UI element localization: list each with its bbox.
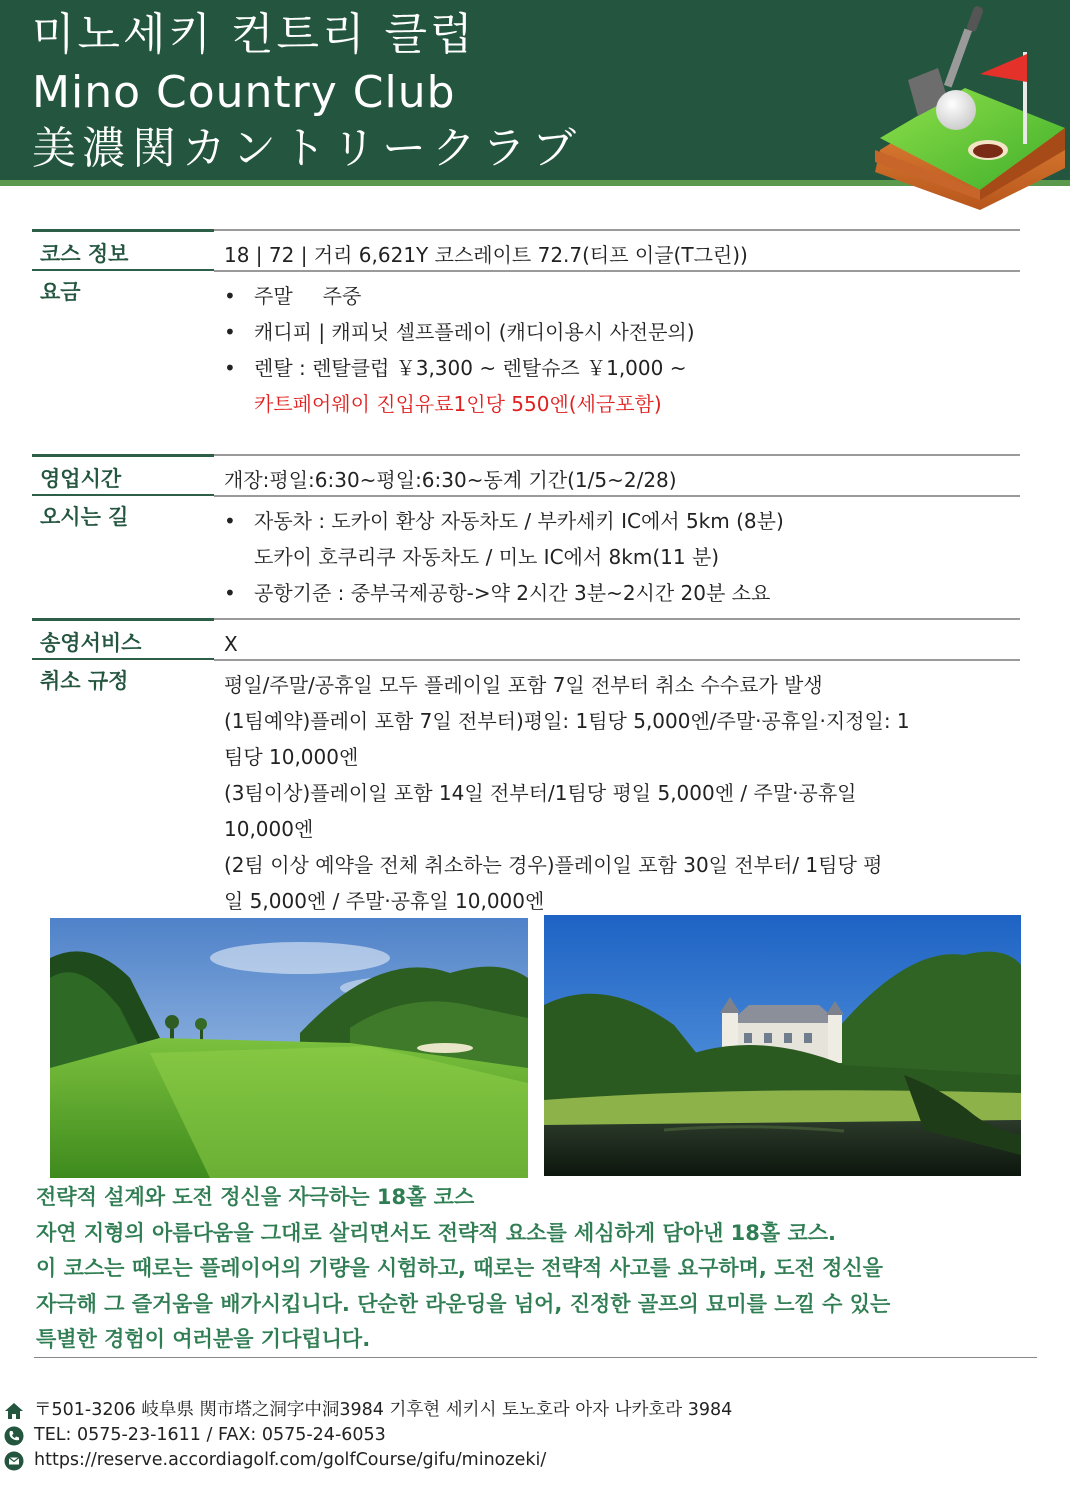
cancel-line: (2팀 이상 예약을 전체 취소하는 경우)플레이일 포함 30일 전부터/ 1팀당 평 xyxy=(224,853,883,877)
cancel-line: (3팀이상)플레이일 포함 14일 전부터/1팀당 평일 5,000엔 / 주말·공휴일 xyxy=(224,781,857,805)
fairway-photo xyxy=(50,918,528,1178)
clubhouse-photo xyxy=(544,915,1021,1176)
row-fee xyxy=(32,270,1020,454)
golf-hole-icon xyxy=(860,0,1070,215)
fee-item-weekend xyxy=(224,278,1020,314)
fee-item-rental: • 렌탈 : 렌탈클럽 ￥3,300 ~ 렌탈슈즈 ￥1,000 ~ xyxy=(224,350,1020,386)
cancel-value xyxy=(214,659,1020,919)
hours-value xyxy=(214,454,1020,498)
phone-icon xyxy=(4,1426,24,1446)
label-hours: 영업시간 xyxy=(32,454,214,494)
access-value xyxy=(214,495,1020,611)
title-korean: 미노세키 컨트리 클럽 xyxy=(32,9,476,60)
description-line: 자극해 그 즐거움을 배가시킵니다. 단순한 라운딩을 넘어, 진정한 골프의 묘미를 느낄 수 있는 xyxy=(36,1291,891,1316)
description-headline: 전략적 설계와 도전 정신을 자극하는 18홀 코스 xyxy=(36,1185,475,1209)
label-cancel: 취소 규정 xyxy=(40,669,129,693)
footer-divider xyxy=(34,1357,1037,1358)
description-line: 자연 지형의 아름다움을 그대로 살리면서도 전략적 요소를 세심하게 담아낸 18홀 코스. xyxy=(36,1220,837,1245)
label-shuttle: 송영서비스 xyxy=(32,618,214,658)
home-icon xyxy=(4,1401,24,1421)
row-shuttle xyxy=(32,618,1020,660)
cancel-line: 평일/주말/공휴일 모두 플레이일 포함 7일 전부터 취소 수수료가 발생 xyxy=(224,673,823,697)
label-course-info: 코스 정보 xyxy=(32,229,214,269)
fee-cart-note: 카트페어웨이 진입유료1인당 550엔(세금포함) xyxy=(254,392,662,416)
course-info-text: 18 | 72 | 거리 6,621Y 코스레이트 72.7(티프 이글(T그린)) xyxy=(224,243,748,267)
shuttle-text: X xyxy=(224,632,238,656)
fee-weekend-label: 주말 xyxy=(254,284,293,308)
fee-item-caddie: • 캐디피 | 캐피닛 셀프플레이 (캐디이용시 사전문의) xyxy=(224,314,1020,350)
fee-weekday-label: 주중 xyxy=(322,284,362,308)
cancel-line: (1팀예약)플레이 포함 7일 전부터)평일: 1팀당 5,000엔/주말·공휴일·지정일: 1 xyxy=(224,709,910,733)
shuttle-value xyxy=(214,618,1020,662)
course-description xyxy=(36,1180,1026,1358)
fee-value xyxy=(214,270,1020,422)
access-item-car: • 자동차 : 도카이 환상 자동차도 / 부카세키 IC에서 5km (8분) xyxy=(224,503,1020,539)
cancel-line: 일 5,000엔 / 주말·공휴일 10,000엔 xyxy=(224,889,545,913)
label-access: 오시는 길 xyxy=(40,505,129,529)
course-info-value xyxy=(214,229,1020,273)
row-access xyxy=(32,495,1020,619)
hours-text: 개장:평일:6:30~평일:6:30~동계 기간(1/5~2/28) xyxy=(224,468,677,492)
access-item-car-cont: 도카이 호쿠리쿠 자동차도 / 미노 IC에서 8km(11 분) xyxy=(254,545,720,569)
cancel-line: 10,000엔 xyxy=(224,817,314,841)
label-fee: 요금 xyxy=(40,280,81,304)
title-japanese: 美濃関カントリークラブ xyxy=(32,123,582,174)
description-line: 이 코스는 때로는 플레이어의 기량을 시험하고, 때로는 전략적 사고를 요구하며, 도전 정신을 xyxy=(36,1256,883,1280)
address-text: 〒501-3206 岐阜県 関市塔之洞字中洞3984 기후현 세키시 토노호라 아자 나카호라 3984 xyxy=(34,1400,733,1420)
access-item-airport: • 공항기준 : 중부국제공항->약 2시간 3분~2시간 20분 소요 xyxy=(224,575,1020,611)
row-cancel xyxy=(32,659,1020,919)
mail-icon xyxy=(4,1451,24,1471)
row-hours xyxy=(32,454,1020,496)
row-course-info xyxy=(32,229,1020,269)
phone-text: TEL: 0575-23-1611 / FAX: 0575-24-6053 xyxy=(34,1425,386,1445)
description-line: 특별한 경험이 여러분을 기다립니다. xyxy=(36,1327,371,1351)
website-link[interactable]: https://reserve.accordiagolf.com/golfCourse/gifu/minozeki/ xyxy=(34,1450,547,1470)
title-english: Mino Country Club xyxy=(32,67,456,118)
cancel-line: 팀당 10,000엔 xyxy=(224,745,359,769)
